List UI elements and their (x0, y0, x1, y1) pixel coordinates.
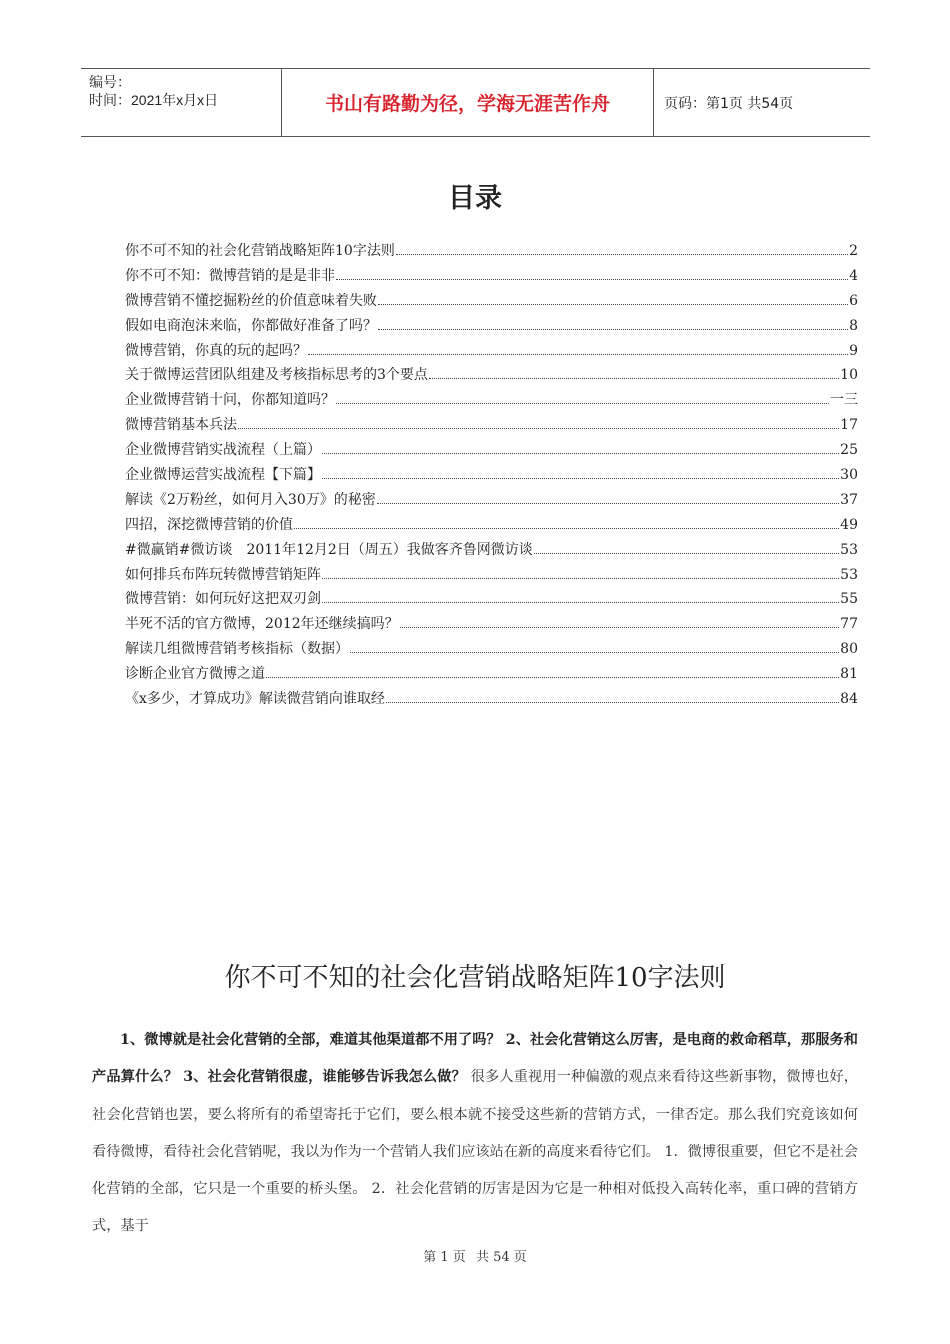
toc-leader-dots (396, 244, 848, 255)
toc-leader-dots (322, 468, 839, 479)
toc-entry-page: 17 (840, 417, 858, 434)
toc-title: 目录 (448, 183, 502, 214)
toc-entry[interactable] (125, 364, 858, 389)
time-label: 时间：2021年x月x日 (89, 92, 219, 108)
section-title: 你不可不知的社会化营销战略矩阵10字法则 (224, 963, 726, 993)
toc-leader-dots (386, 692, 839, 703)
toc-entry-page: 84 (840, 691, 858, 708)
toc-entry-page: 80 (840, 641, 858, 658)
toc-entry-title: 微博营销，你真的玩的起吗？ (125, 342, 307, 359)
toc-entry-page: 49 (840, 516, 858, 533)
footer-page: 第 1 页 (423, 1250, 466, 1265)
toc-leader-dots (238, 418, 839, 429)
toc-leader-dots (322, 568, 839, 579)
toc-entry-title: 解读几组微博营销考核指标（数据） (125, 641, 349, 658)
toc-leader-dots (322, 592, 839, 603)
toc-leader-dots (378, 294, 848, 305)
toc-entry[interactable] (125, 315, 858, 340)
toc-entry[interactable] (125, 638, 858, 663)
toc-entry-page: 55 (840, 591, 858, 608)
toc-entry[interactable] (125, 564, 858, 589)
toc-entry-title: 企业微博营销十问，你都知道吗？ (125, 392, 335, 409)
toc-entry-title: 假如电商泡沫来临，你都做好准备了吗？ (125, 317, 377, 334)
header-page-info: 页码：第1页 共54页 (664, 95, 794, 112)
toc-entry[interactable] (125, 514, 858, 539)
toc-entry-title: 微博营销：如何玩好这把双刃剑 (125, 591, 321, 608)
toc-entry-page: 81 (840, 666, 858, 683)
toc-list (125, 240, 858, 713)
toc-leader-dots (378, 319, 848, 330)
header-meta (81, 69, 281, 136)
toc-entry-page: 10 (840, 367, 858, 384)
toc-entry[interactable] (125, 663, 858, 688)
toc-entry[interactable] (125, 389, 858, 414)
toc-leader-dots (322, 443, 839, 454)
toc-entry[interactable] (125, 688, 858, 713)
toc-entry[interactable] (125, 588, 858, 613)
section-bold-lead: 1、微博就是社会化营销的全部，难道其他渠道都不用了吗？ 2、社会化营销这么厉害，是电商的救命稻草，那服务和产品算什么？ 3、社会化营销很虚，谁能够告诉我怎么做？ (92, 1032, 858, 1086)
toc-entry-title: 关于微博运营团队组建及考核指标思考的3个要点 (125, 367, 428, 384)
toc-entry[interactable] (125, 265, 858, 290)
toc-entry-title: 半死不活的官方微博，2012年还继续搞吗？ (125, 616, 399, 633)
toc-entry[interactable] (125, 290, 858, 315)
toc-entry-page: 53 (840, 566, 858, 583)
toc-leader-dots (534, 543, 839, 554)
toc-entry[interactable] (125, 489, 858, 514)
toc-entry-title: 你不可不知：微博营销的是是非非 (125, 267, 335, 284)
toc-entry-title: 诊断企业官方微博之道 (125, 666, 265, 683)
toc-entry[interactable] (125, 439, 858, 464)
toc-entry-page: 77 (840, 616, 858, 633)
toc-entry-title: 微博营销基本兵法 (125, 417, 237, 434)
toc-entry-title: 解读《2万粉丝，如何月入30万》的秘密 (125, 491, 376, 508)
toc-leader-dots (336, 393, 829, 404)
toc-entry[interactable] (125, 340, 858, 365)
toc-entry-page: 一三 (830, 392, 858, 409)
toc-entry[interactable] (125, 539, 858, 564)
toc-leader-dots (377, 493, 839, 504)
toc-leader-dots (266, 667, 839, 678)
toc-entry-title: 你不可不知的社会化营销战略矩阵10字法则 (125, 243, 395, 259)
footer-total: 共 54 页 (475, 1250, 527, 1265)
toc-entry-page: 30 (840, 467, 858, 484)
toc-entry-title: 企业微博运营实战流程【下篇】 (125, 467, 321, 484)
toc-entry-page: 8 (849, 317, 858, 334)
toc-entry-page: 6 (849, 292, 858, 309)
toc-leader-dots (336, 269, 848, 280)
toc-entry-title: #微赢销#微访谈 2011年12月2日（周五）我做客齐鲁网微访谈 (125, 541, 533, 558)
toc-entry-page: 37 (840, 491, 858, 508)
toc-entry-page: 9 (849, 342, 858, 359)
header-motto: 书山有路勤为径，学海无涯苦作舟 (281, 69, 654, 136)
section-body-text: 很多人重视用一种偏激的观点来看待这些新事物，微博也好，社会化营销也罢，要么将所有的希望寄托于它们，要么根本就不接受这些新的营销方式，一律否定。那么我们究竟该如何看待微博，看待社会化营销呢，我以为作为一个营销人我们应该站在新的高度来看待它们。 1．微博很重要，但它不是社会化营销的全部，它只是一个重要的桥头堡。 2．社会化营销的厉害是因为它是一种相对低投入高转化率，重口碑的营销方式，基于 (92, 1069, 858, 1235)
toc-leader-dots (429, 368, 839, 379)
number-label: 编号： (89, 74, 131, 90)
toc-leader-dots (400, 617, 840, 628)
toc-entry-title: 企业微博营销实战流程（上篇） (125, 442, 321, 459)
toc-entry-page: 2 (849, 243, 858, 259)
section-body (92, 1022, 858, 1246)
toc-entry[interactable] (125, 414, 858, 439)
toc-leader-dots (294, 518, 839, 529)
page-footer (0, 1246, 950, 1265)
toc-entry-title: 微博营销不懂挖掘粉丝的价值意味着失败 (125, 292, 377, 309)
toc-entry-title: 四招，深挖微博营销的价值 (125, 516, 293, 533)
header-table (81, 68, 870, 137)
toc-entry[interactable] (125, 464, 858, 489)
toc-entry[interactable] (125, 240, 858, 265)
toc-leader-dots (308, 344, 848, 355)
toc-entry-title: 如何排兵布阵玩转微博营销矩阵 (125, 566, 321, 583)
toc-leader-dots (350, 642, 839, 653)
toc-entry-title: 《x多少，才算成功》解读微营销向谁取经 (125, 691, 385, 708)
toc-entry-page: 4 (849, 267, 858, 284)
toc-entry-page: 53 (840, 541, 858, 558)
toc-entry-page: 25 (840, 442, 858, 459)
toc-entry[interactable] (125, 613, 858, 638)
